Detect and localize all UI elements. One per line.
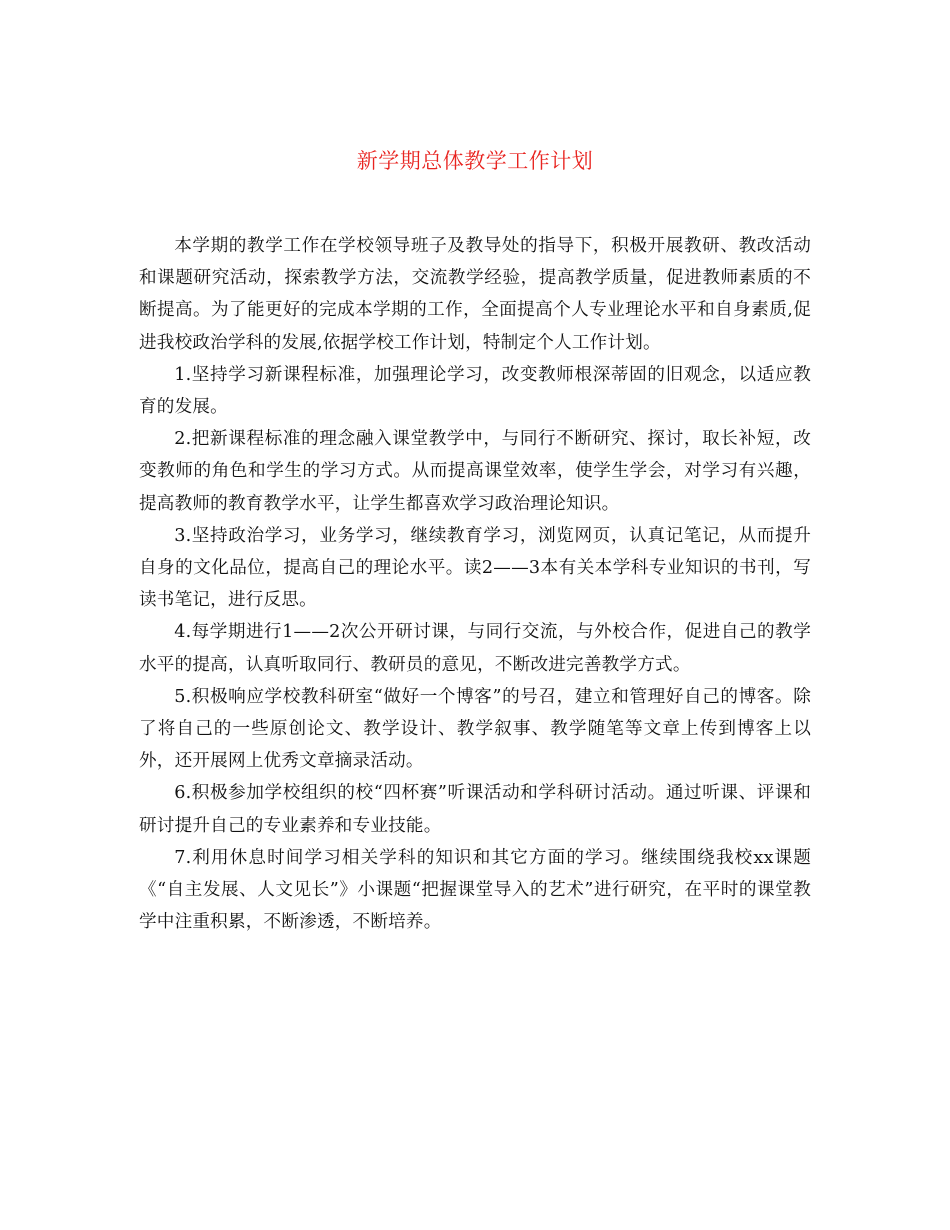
plan-item-2: 2.把新课程标准的理念融入课堂教学中，与同行不断研究、探讨，取长补短，改变教师的角色和学生的学习方式。从而提高课堂效率，使学生学会，对学习有兴趣，提高教师的教育教学水平，让学生都喜欢学习政治理论知识。 <box>139 429 811 514</box>
intro-paragraph: 本学期的教学工作在学校领导班子及教导处的指导下，积极开展教研、教改活动和课题研究活动，探索教学方法，交流教学经验，提高教学质量，促进教师素质的不断提高。为了能更好的完成本学期的工作，全面提高个人专业理论水平和自身素质,促进我校政治学科的发展,依据学校工作计划，特制定个人工作计划。 <box>139 236 811 353</box>
plan-item-3: 3.坚持政治学习，业务学习，继续教育学习，浏览网页，认真记笔记，从而提升自身的文化品位，提高自己的理论水平。读2——3本有关本学科专业知识的书刊，写读书笔记，进行反思。 <box>139 525 811 611</box>
document-title: 新学期总体教学工作计划 <box>356 149 594 173</box>
plan-item-6: 6.积极参加学校组织的校“四杯赛”听课活动和学科研讨活动。通过听课、评课和研讨提升自己的专业素养和专业技能。 <box>139 783 811 836</box>
document-body <box>139 230 811 938</box>
plan-item-4: 4.每学期进行1——2次公开研讨课，与同行交流，与外校合作，促进自己的教学水平的提高，认真听取同行、教研员的意见，不断改进完善教学方式。 <box>139 622 811 675</box>
plan-item-1: 1.坚持学习新课程标准，加强理论学习，改变教师根深蒂固的旧观念，以适应教育的发展。 <box>139 364 811 418</box>
plan-item-7: 7.利用休息时间学习相关学科的知识和其它方面的学习。继续围绕我校xx课题《“自主发展、人文见长”》小课题“把握课堂导入的艺术”进行研究，在平时的课堂教学中注重积累，不断渗透，不断培养。 <box>139 847 811 933</box>
plan-item-5: 5.积极响应学校教科研室“做好一个博客”的号召，建立和管理好自己的博客。除了将自己的一些原创论文、教学设计、教学叙事、教学随笔等文章上传到博客上以外，还开展网上优秀文章摘录活动。 <box>139 686 811 772</box>
